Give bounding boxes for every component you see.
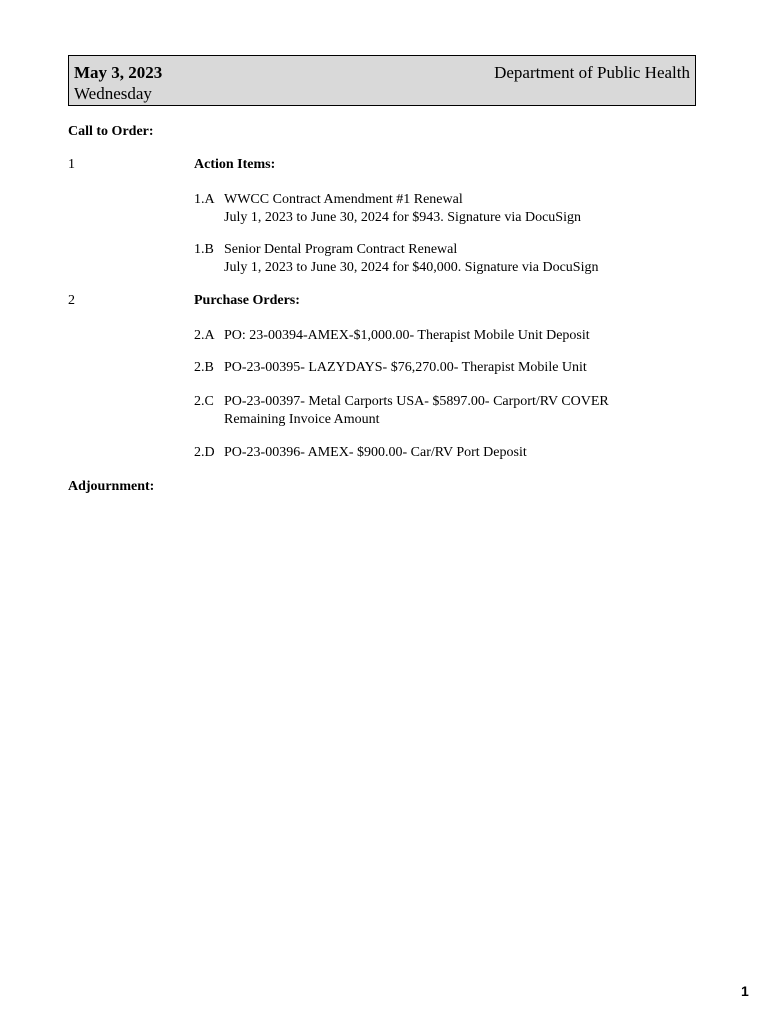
agenda-item-2c — [194, 393, 609, 429]
section-number-2: 2 — [68, 293, 75, 308]
agenda-item-1b — [194, 241, 598, 277]
item-code: 2.C — [194, 394, 214, 409]
adjournment-label: Adjournment: — [68, 479, 155, 494]
meeting-weekday: Wednesday — [74, 84, 152, 103]
item-line: July 1, 2023 to June 30, 2024 for $943. Signature via DocuSign — [224, 210, 581, 225]
item-code: 2.A — [194, 328, 215, 343]
call-to-order-label: Call to Order: — [68, 124, 154, 139]
agenda-item-2d — [194, 444, 527, 462]
section-number-1: 1 — [68, 157, 75, 172]
item-code: 1.A — [194, 192, 215, 207]
section-title-purchase-orders: Purchase Orders: — [194, 293, 300, 308]
item-line: PO-23-00396- AMEX- $900.00- Car/RV Port Deposit — [224, 445, 527, 460]
item-line: July 1, 2023 to June 30, 2024 for $40,000. Signature via DocuSign — [224, 260, 599, 275]
item-line: PO-23-00397- Metal Carports USA- $5897.00- Carport/RV COVER — [224, 394, 609, 409]
agenda-item-1a — [194, 191, 581, 227]
item-line: PO: 23-00394-AMEX-$1,000.00- Therapist Mobile Unit Deposit — [224, 328, 590, 343]
agenda-item-2a — [194, 327, 590, 345]
item-code: 2.D — [194, 445, 215, 460]
agenda-item-2b — [194, 359, 587, 377]
item-line: Senior Dental Program Contract Renewal — [224, 242, 458, 257]
page-number: 1 — [741, 983, 749, 999]
item-line: WWCC Contract Amendment #1 Renewal — [224, 192, 463, 207]
section-title-action-items: Action Items: — [194, 157, 276, 172]
item-line: Remaining Invoice Amount — [224, 412, 380, 427]
header-box — [68, 55, 696, 106]
item-code: 1.B — [194, 242, 214, 257]
department-name: Department of Public Health — [494, 63, 690, 82]
item-line: PO-23-00395- LAZYDAYS- $76,270.00- Therapist Mobile Unit — [224, 360, 587, 375]
item-code: 2.B — [194, 360, 214, 375]
meeting-date: May 3, 2023 — [74, 63, 163, 82]
